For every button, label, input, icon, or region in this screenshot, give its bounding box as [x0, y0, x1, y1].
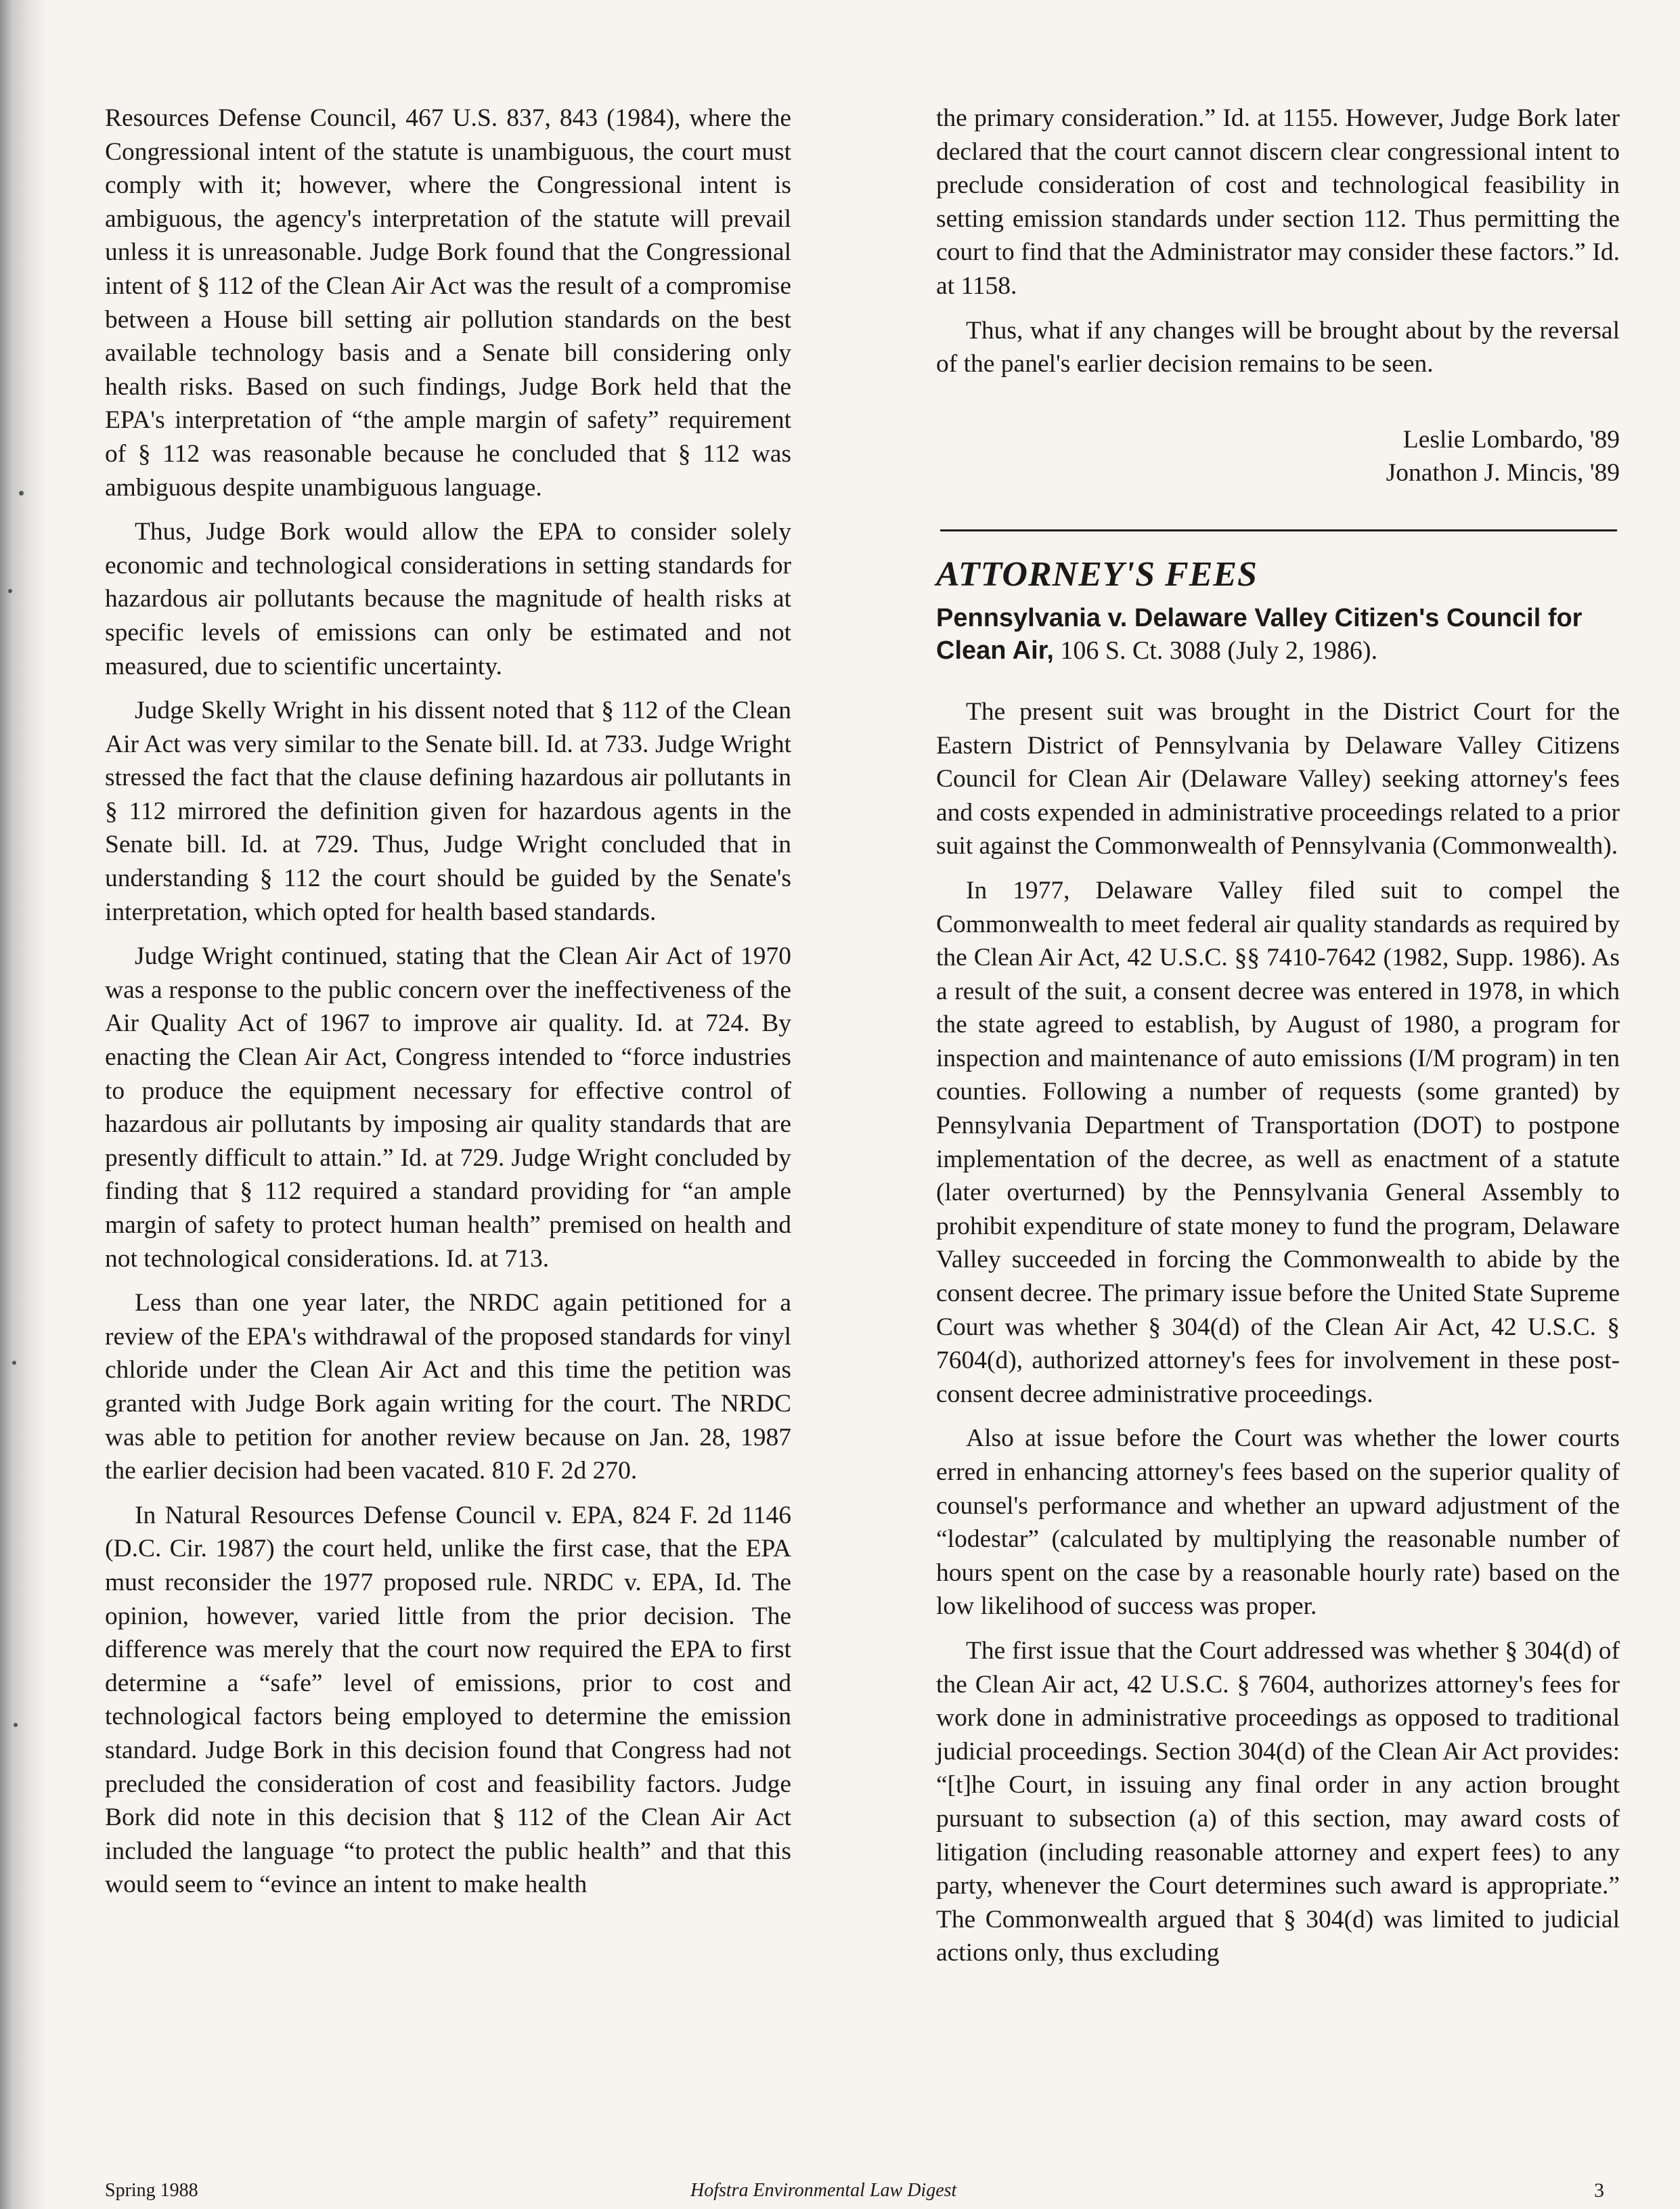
- body-paragraph: Thus, Judge Bork would allow the EPA to consider solely economic and technological considerations in setting standards for hazardous air pollutants because the magnitude of health risks at specific levels of emissions can only be estimated and not measured, due to scientific uncertainty.: [105, 518, 791, 680]
- page-binding-shadow: [0, 0, 47, 2209]
- footer-season: Spring 1988: [105, 2180, 198, 2201]
- body-paragraph: the primary consideration.” Id. at 1155. However, Judge Bork later declared that the court cannot discern clear congressional intent to preclude consideration of cost and technological feasibility in setting emission standards under section 112. Thus permitting the court to find that the Administrator may consider these factors.” Id. at 1158.: [936, 104, 1620, 300]
- scan-speck: [12, 1361, 16, 1365]
- scan-speck: [8, 589, 12, 593]
- footer-publication: Hofstra Environmental Law Digest: [690, 2180, 957, 2201]
- section-heading: ATTORNEY'S FEES: [936, 554, 1258, 594]
- body-paragraph: The present suit was brought in the District Court for the Eastern District of Pennsylvania by Delaware Valley Citizens Council for Clean Air (Delaware Valley) seeking attorney's fees and costs expended in administrative proceedings related to a prior suit against the Commonwealth of Pennsylvania (Commonwealth).: [936, 697, 1620, 860]
- author-name: Leslie Lombardo, '89: [1402, 425, 1620, 454]
- body-paragraph: Judge Skelly Wright in his dissent noted that § 112 of the Clean Air Act was very similar to the Senate bill. Id. at 733. Judge Wright stressed the fact that the clause defining hazardous air pollutants in § 112 mirrored the definition given for hazardous agents in the Senate bill. Id. at 729. Thus, Judge Wright concluded that in understanding § 112 the court should be guided by the Senate's interpretation, which opted for health based standards.: [105, 697, 791, 926]
- author-signature: [936, 423, 1620, 490]
- left-column: [105, 102, 791, 1912]
- case-heading: [936, 602, 1620, 667]
- section-divider: [940, 529, 1617, 531]
- right-column: [936, 102, 1620, 1981]
- scan-speck: [14, 1723, 18, 1727]
- body-paragraph: In 1977, Delaware Valley filed suit to compel the Commonwealth to meet federal air quality standards as required by the Clean Air Act, 42 U.S.C. §§ 7410-7642 (1982, Supp. 1986). As a result of the suit, a consent decree was entered in 1978, in which the state agreed to establish, by August of 1980, a program for inspection and maintenance of auto emissions (I/M program) in ten counties. Following a number of requests (some granted) by Pennsylvania Department of Transportation (DOT) to postpone implementation of the decree, as well as enactment of a statute (later overturned) by the Pennsylvania General Assembly to prohibit expenditure of state money to fund the program, Delaware Valley succeeded in forcing the Commonwealth to abide by the consent decree. The primary issue before the United State Supreme Court was whether § 304(d) of the Clean Air Act, 42 U.S.C. § 7604(d), authorized attorney's fees for involvement in these post-consent decree administrative proceedings.: [936, 876, 1620, 1408]
- body-paragraph: Judge Wright continued, stating that the Clean Air Act of 1970 was a response to the public concern over the ineffectiveness of the Air Quality Act of 1967 to improve air quality. Id. at 724. By enacting the Clean Air Act, Congress intended to “force industries to produce the equipment necessary for effective control of hazardous air pollutants by imposing air quality standards that are presently difficult to attain.” Id. at 729. Judge Wright concluded by finding that § 112 required a standard providing for “an ample margin of safety to protect human health” premised on health and not technological considerations. Id. at 713.: [105, 942, 791, 1273]
- body-paragraph: Also at issue before the Court was whether the lower courts erred in enhancing attorney's fees based on the superior quality of counsel's performance and whether an upward adjustment of the “lodestar” (calculated by multiplying the reasonable number of hours spent on the case by a reasonable hourly rate) based on the low likelihood of success was proper.: [936, 1424, 1620, 1621]
- page-number: 3: [1594, 2179, 1604, 2202]
- case-citation: 106 S. Ct. 3088 (July 2, 1986).: [1053, 636, 1378, 665]
- author-name: Jonathon J. Mincis, '89: [1386, 459, 1620, 487]
- body-paragraph: Less than one year later, the NRDC again petitioned for a review of the EPA's withdrawal of the proposed standards for vinyl chloride under the Clean Air Act and this time the petition was granted with Judge Bork again writing for the court. The NRDC was able to petition for another review because on Jan. 28, 1987 the earlier decision had been vacated. 810 F. 2d 270.: [105, 1289, 791, 1485]
- body-paragraph: The first issue that the Court addressed was whether § 304(d) of the Clean Air act, 42 U.S.C. § 7604, authorizes attorney's fees for work done in administrative proceedings as opposed to traditional judicial proceedings. Section 304(d) of the Clean Air Act provides: “[t]he Court, in issuing any final order in any action brought pursuant to subsection (a) of this section, may award costs of litigation (including reasonable attorney and expert fees) to any party, whenever the Court determines such award is appropriate.” The Commonwealth argued that § 304(d) was limited to judicial actions only, thus excluding: [936, 1636, 1620, 1967]
- body-paragraph: Thus, what if any changes will be brought about by the reversal of the panel's earlier decision remains to be seen.: [936, 316, 1620, 378]
- case-name: Pennsylvania v. Delaware Valley Citizen's Council for Clean Air,: [936, 603, 1583, 665]
- scan-speck: [19, 491, 24, 496]
- body-paragraph: In Natural Resources Defense Council v. EPA, 824 F. 2d 1146 (D.C. Cir. 1987) the court held, unlike the first case, that the EPA must reconsider the 1977 proposed rule. NRDC v. EPA, Id. The opinion, however, varied little from the prior decision. The difference was merely that the court now required the EPA to first determine a “safe” level of emissions, prior to cost and technological factors being employed to determine the emission standard. Judge Bork in this decision found that Congress had not precluded the consideration of cost and feasibility factors. Judge Bork did note in this decision that § 112 of the Clean Air Act included the language “to protect the public health” and that this would seem to “evince an intent to make health: [105, 1501, 791, 1899]
- body-paragraph: Resources Defense Council, 467 U.S. 837, 843 (1984), where the Congressional intent of the statute is unambiguous, the court must comply with it; however, where the Congressional intent is ambiguous, the agency's interpretation of the statute will prevail unless it is unreasonable. Judge Bork found that the Congressional intent of § 112 of the Clean Air Act was the result of a compromise between a House bill setting air pollution standards on the best available technology basis and a Senate bill considering only health risks. Based on such findings, Judge Bork held that the EPA's interpretation of “the ample margin of safety” requirement of § 112 was reasonable because he concluded that § 112 was ambiguous despite unambiguous language.: [105, 104, 791, 502]
